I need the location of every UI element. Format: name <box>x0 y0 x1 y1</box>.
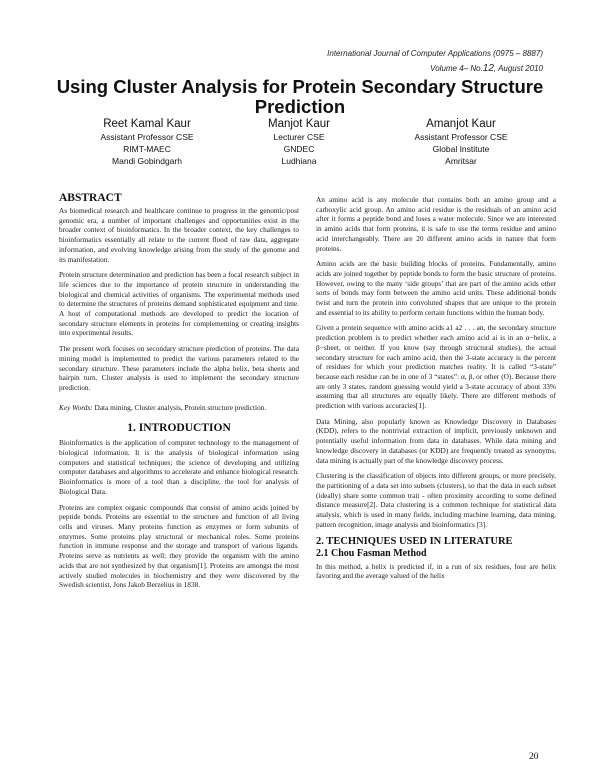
intro-paragraph: Bioinformatics is the application of computer technology to the management of biological information. It is the analysis of biological information using computers and statistical techniques; the science of developing and utilizing computer databases and algorithms to accelerate and enhance biological research. Bioinformatics is more of a tool than a discipline, the tool for analysis of Biological Data. <box>59 438 299 496</box>
journal-name: International Journal of Computer Applications (0975 – 8887) <box>327 49 543 58</box>
author-position: Assistant Professor CSE <box>414 132 508 142</box>
abstract-heading: ABSTRACT <box>59 192 122 204</box>
author-name: Amanjot Kaur <box>426 118 496 130</box>
author-position: Assistant Professor CSE <box>100 132 194 142</box>
author-block <box>72 118 222 167</box>
body-paragraph: Given a protein sequence with amino acids a1 a2 . . . an, the secondary structure prediction problem is to predict whether each amino acid ai is in an α−helix, a β−sheet, or neither. If you know (say through structural studies), the actual secondary structure for each amino acid, then the 3-state accuracy is the percent of residues for which your prediction matches reality. It is called “3-state” because each residue can be in one of 3 “states”: α, β, or other (O). Because there are only 3 states, random guessing would yield a 3-state accuracy of about 33% assuming that all structures are equally likely. There are different methods of prediction with various accuracies[1]. <box>316 323 556 411</box>
author-institution: GNDEC <box>283 144 315 154</box>
abstract-paragraph: Protein structure determination and prediction has been a focal research subject in life sciences due to the importance of protein structure in understanding the biological and chemical activities of organisms. The experimental methods used to determine the structures of proteins demand sophisticated equipment and time. A host of computational methods are developed to predict the location of secondary structure elements in proteins for complementing or creating insights into experimental results. <box>59 270 299 338</box>
issue-number: 12 <box>482 63 494 74</box>
author-institution: RIMT-MAEC <box>123 144 171 154</box>
body-paragraph: In this method, a helix is predicted if, in a run of six residues, four are helix favoring and the average valued of the helix <box>316 561 556 581</box>
body-paragraph: Data Mining, also popularly known as Knowledge Discovery in Databases (KDD), refers to the nontrivial extraction of implicit, previously unknown and potentially useful information from data in databases. While data mining and knowledge discovery in databases (or KDD) are frequently treated as synonyms, data mining is actually part of the knowledge discovery process. <box>316 416 556 465</box>
right-column <box>316 195 556 587</box>
intro-paragraph: Proteins are complex organic compounds that consist of amino acids joined by peptide bonds. Proteins are essential to the structure and function of all living cells and viruses. Many proteins function as enzymes or form subunits of enzymes. Some proteins play structural or mechanical roles. Some proteins function in immune response and the storage and transport of various ligands. Proteins serve as nutrients as well; they provide the organism with the amino acids that are not synthesized by that organism[1]. Proteins are amongst the most actively studied molecules in biochemistry and they were discovered by the Swedish scientist, Jons Jakob Berzelius in 1838. <box>59 502 299 590</box>
body-paragraph: An amino acid is any molecule that contains both an amino group and a carboxylic acid group. An amino acid residue is the residuals of an amino acid after it forms a peptide bond and loses a water molecule. Since we are interested in amino acids that form proteins, it is safe to use the terms residue and amino acid interchangeably. There are 20 different amino acids in nature that form proteins. <box>316 195 556 253</box>
paper-title: Using Cluster Analysis for Protein Secondary Structure Prediction <box>56 76 544 117</box>
volume-prefix: Volume 4– No. <box>430 64 483 73</box>
volume-suffix: , August 2010 <box>493 64 543 73</box>
author-location: Ludhiana <box>281 156 317 166</box>
techniques-heading: 2. TECHNIQUES USED IN LITERATURE <box>316 535 513 547</box>
keywords <box>59 403 299 413</box>
keywords-text: Data mining, Cluster analysis, Protein structure prediction. <box>92 402 267 412</box>
chou-fasman-heading: 2.1 Chou Fasman Method <box>316 547 427 559</box>
author-block <box>386 118 536 167</box>
author-location: Mandi Gobindgarh <box>112 156 182 166</box>
author-name: Manjot Kaur <box>267 118 330 130</box>
abstract-paragraph: As biomedical research and healthcare continue to progress in the genomic/post genomic era, a number of important challenges and opportunities exist in the broader context of bioinformatics. In the broader context, the key challenges to bioinformatics essentially all relate to the current flood of raw data, aggregate information, and evolving knowledge arising from the study of the genome and its manifestation. <box>59 206 299 264</box>
body-paragraph: Clustering is the classification of objects into different groups, or more precisely, the partitioning of a data set into subsets (clusters), so that the data in each subset (ideally) share some common trait - often proximity according to some defined distance measure[2]. Data clustering is a common technique for statistical data analysis, which is used in many fields, including machine learning, data mining, pattern recognition, image analysis and bioinformatics [3]. <box>316 471 556 529</box>
author-name: Reet Kamal Kaur <box>103 118 191 130</box>
volume-info <box>430 63 543 74</box>
author-position: Lecturer CSE <box>273 132 325 142</box>
abstract-paragraph: The present work focuses on secondary structure prediction of proteins. The data mining model is implemented to predict the various parameters related to the secondary structure. These parameters include the alpha helix, beta sheets and hairpin turn. Cluster analysis is used to implement the secondary structure prediction. <box>59 344 299 392</box>
author-institution: Global Institute <box>432 144 490 154</box>
introduction-heading: 1. INTRODUCTION <box>127 422 231 435</box>
keywords-label: Key Words: <box>59 402 93 412</box>
author-location: Amritsar <box>445 156 477 166</box>
page-number: 20 <box>529 752 539 762</box>
author-block <box>224 118 374 167</box>
left-column <box>59 192 299 596</box>
body-paragraph: Amino acids are the basic building blocks of proteins. Fundamentally, amino acids are joined together by peptide bonds to form the basic structure of proteins. However, owing to the many ‘side groups’ that are part of the amino acids other sorts of bonds may form between the amino acid units. These additional bonds twist and turn the protein into convoluted shapes that are unique to the protein and essential to its ability to perform certain functions within the human body. <box>316 259 556 317</box>
